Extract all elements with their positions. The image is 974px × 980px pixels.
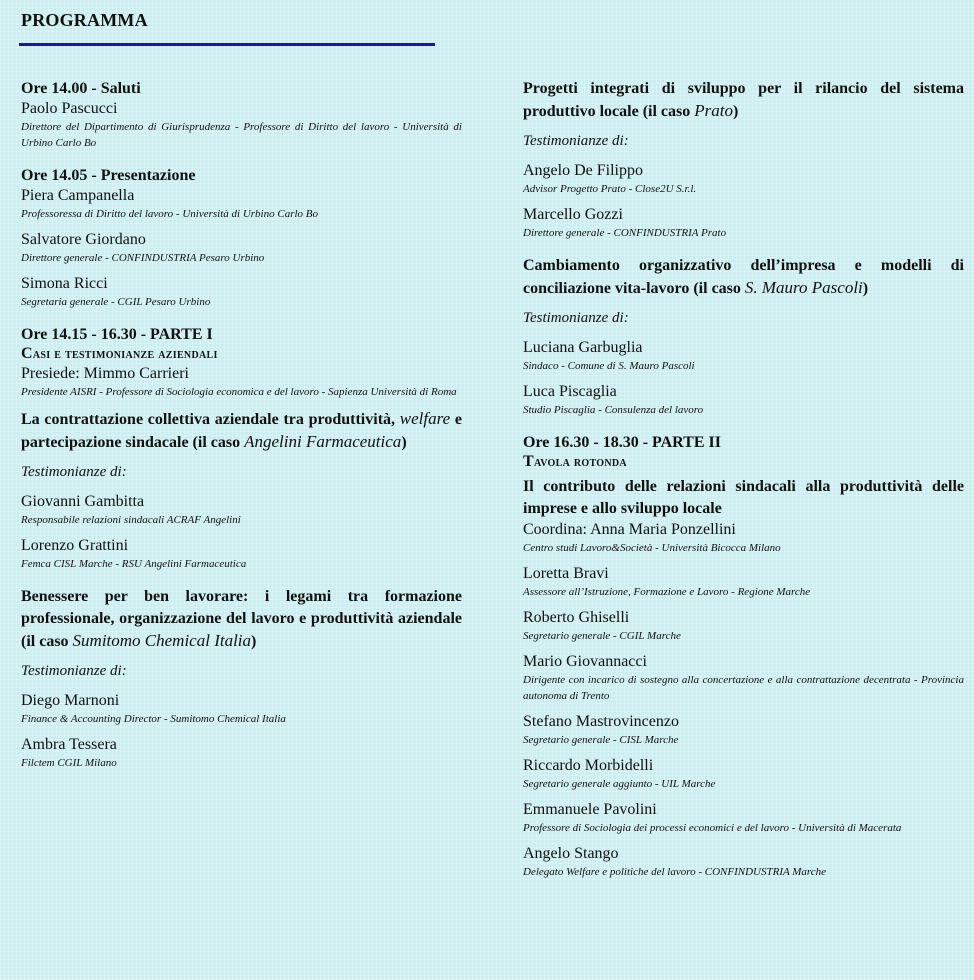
presentazione-heading: Ore 14.05 - Presentazione: [21, 167, 196, 184]
speaker-name: Giovanni Gambitta: [21, 493, 145, 510]
speaker-name: Luciana Garbuglia: [523, 339, 643, 356]
speaker: [523, 205, 964, 241]
chair-role: Centro studi Lavoro&Società - Università Bicocca Milano: [523, 542, 781, 554]
speaker-role: Segretario generale - CGIL Marche: [523, 630, 681, 642]
speaker-role: Professoressa di Diritto del lavoro - Università di Urbino Carlo Bo: [21, 208, 318, 220]
parte2-subtitle: [523, 453, 964, 472]
parte2-section: [523, 432, 964, 880]
right-column: [523, 78, 964, 894]
speaker-role: Segretario generale - CISL Marche: [523, 734, 679, 746]
case-company: Angelini Farmaceutica: [244, 432, 402, 451]
case-sumitomo: [21, 586, 462, 771]
parte2-heading: Ore 16.30 - 18.30 - PARTE II: [523, 434, 721, 451]
testimonianze-label: Testimonianze di:: [21, 464, 127, 480]
subtitle-rest: asi e testimonianze aziendali: [32, 347, 218, 362]
speaker-role: Direttore generale - CONFINDUSTRIA Prato: [523, 227, 727, 239]
speaker-role: Delegato Welfare e politiche del lavoro - CONFINDUSTRIA Marche: [523, 866, 827, 878]
chair-role: Presidente AISRI - Professore di Sociologia economica e del lavoro - Sapienza Università di Roma: [21, 386, 457, 398]
case-title-text: Benessere per ben lavorare: i legami tra formazione professionale, organizzazione del lavoro e produttività aziendale (il caso: [21, 588, 462, 650]
subtitle-initial: T: [523, 453, 534, 470]
speaker-name: Salvatore Giordano: [21, 231, 146, 248]
speaker-name: Angelo Stango: [523, 845, 619, 862]
speaker: [523, 756, 964, 792]
case-title-text: ): [251, 633, 257, 650]
speaker: [523, 161, 964, 197]
case-title-emph: welfare: [399, 409, 451, 428]
speaker-role: Responsabile relazioni sindacali ACRAF Angelini: [21, 514, 241, 526]
speaker: [523, 338, 964, 374]
speaker-role: Finance & Accounting Director - Sumitomo Chemical Italia: [21, 713, 286, 725]
speaker-role: Assessore all’Istruzione, Formazione e Lavoro - Regione Marche: [523, 586, 811, 598]
case-title-text: ): [732, 103, 739, 120]
case-title-text: La contrattazione collettiva aziendale tra produttività,: [21, 411, 400, 428]
speaker: [21, 99, 462, 151]
speaker-name: Lorenzo Grattini: [21, 537, 129, 554]
case-title-text: ): [401, 434, 407, 451]
speaker: [523, 564, 964, 600]
speaker-name: Emmanuele Pavolini: [523, 801, 657, 818]
speaker-name: Simona Ricci: [21, 275, 108, 292]
case-title-text: ): [862, 280, 869, 297]
case-title: [21, 408, 462, 454]
case-company: Sumitomo Chemical Italia: [72, 631, 252, 650]
case-smauro: [523, 255, 964, 418]
case-company: Prato: [694, 101, 733, 120]
case-title-text: Cambiamento organizzativo dell’impresa e modelli di conciliazione vita-lavoro (il caso: [523, 257, 964, 297]
speaker-name: Mario Giovannacci: [523, 653, 647, 670]
speaker-role: Direttore del Dipartimento di Giurisprudenza - Professore di Diritto del lavoro - Università di Urbino Carlo Bo: [21, 121, 462, 149]
speaker-role: Dirigente con incarico di sostegno alla concertazione e alla contrattazione decentrata - Provincia autonoma di Trento: [523, 674, 964, 702]
speaker: [523, 844, 964, 880]
parte1-subtitle: [21, 345, 462, 364]
saluti-section: [21, 78, 462, 151]
speaker: [21, 186, 462, 222]
speaker-name: Roberto Ghiselli: [523, 609, 630, 626]
case-company: S. Mauro Pascoli: [744, 278, 863, 297]
speaker-name: Luca Piscaglia: [523, 383, 617, 400]
chair-name: Presiede: Mimmo Carrieri: [21, 365, 189, 382]
speaker-name: Piera Campanella: [21, 187, 135, 204]
page-title: PROGRAMMA: [21, 10, 148, 30]
speaker: [523, 800, 964, 836]
subtitle-initial: C: [21, 345, 33, 362]
speaker: [21, 230, 462, 266]
chair: [523, 520, 964, 556]
speaker-role: Professore di Sociologia dei processi economici e del lavoro - Università di Macerata: [523, 822, 902, 834]
speaker: [523, 608, 964, 644]
speaker-role: Direttore generale - CONFINDUSTRIA Pesaro Urbino: [21, 252, 265, 264]
speaker-role: Studio Piscaglia - Consulenza del lavoro: [523, 404, 704, 416]
case-prato: [523, 78, 964, 241]
chair-name: Coordina: Anna Maria Ponzellini: [523, 521, 736, 538]
speaker-role: Advisor Progetto Prato - Close2U S.r.l.: [523, 183, 697, 195]
speaker-name: Ambra Tessera: [21, 736, 117, 753]
speaker: [523, 652, 964, 704]
speaker-role: Segretaria generale - CGIL Pesaro Urbino: [21, 296, 211, 308]
speaker-name: Paolo Pascucci: [21, 100, 118, 117]
testimonianze-label: Testimonianze di:: [523, 133, 629, 149]
speaker-name: Stefano Mastrovincenzo: [523, 713, 679, 730]
parte1-section: [21, 324, 462, 400]
case-title: [523, 78, 964, 123]
speaker: [21, 691, 462, 727]
speaker: [21, 735, 462, 771]
chair: [21, 364, 462, 400]
speaker-name: Diego Marnoni: [21, 692, 120, 709]
title-divider: [19, 43, 435, 46]
speaker: [523, 712, 964, 748]
speaker-role: Segretario generale aggiunto - UIL Marche: [523, 778, 716, 790]
speaker-role: Sindaco - Comune di S. Mauro Pascoli: [523, 360, 695, 372]
speaker: [523, 382, 964, 418]
parte1-heading: Ore 14.15 - 16.30 - PARTE I: [21, 326, 213, 343]
speaker: [21, 492, 462, 528]
case-title-text: Progetti integrati di sviluppo per il rilancio del sistema produttivo locale (il caso: [523, 80, 964, 120]
speaker-role: Filctem CGIL Milano: [21, 757, 117, 769]
presentazione-section: [21, 165, 462, 310]
testimonianze-label: Testimonianze di:: [21, 663, 127, 679]
speaker-name: Marcello Gozzi: [523, 206, 623, 223]
speaker-name: Riccardo Morbidelli: [523, 757, 654, 774]
speaker-name: Loretta Bravi: [523, 565, 609, 582]
subtitle-rest: avola rotonda: [533, 455, 627, 470]
case-title-text: e partecipazione sindacale (il caso: [21, 411, 462, 451]
left-column: [21, 78, 462, 785]
case-angelini: [21, 408, 462, 572]
speaker-name: Angelo De Filippo: [523, 162, 643, 179]
testimonianze-label: Testimonianze di:: [523, 310, 629, 326]
speaker-role: Femca CISL Marche - RSU Angelini Farmaceutica: [21, 558, 247, 570]
saluti-heading: Ore 14.00 - Saluti: [21, 80, 141, 97]
case-title: [21, 586, 462, 653]
roundtable-topic: Il contributo delle relazioni sindacali alla produttività delle imprese e allo sviluppo locale: [523, 478, 964, 517]
case-title: [523, 255, 964, 300]
speaker: [21, 274, 462, 310]
speaker: [21, 536, 462, 572]
